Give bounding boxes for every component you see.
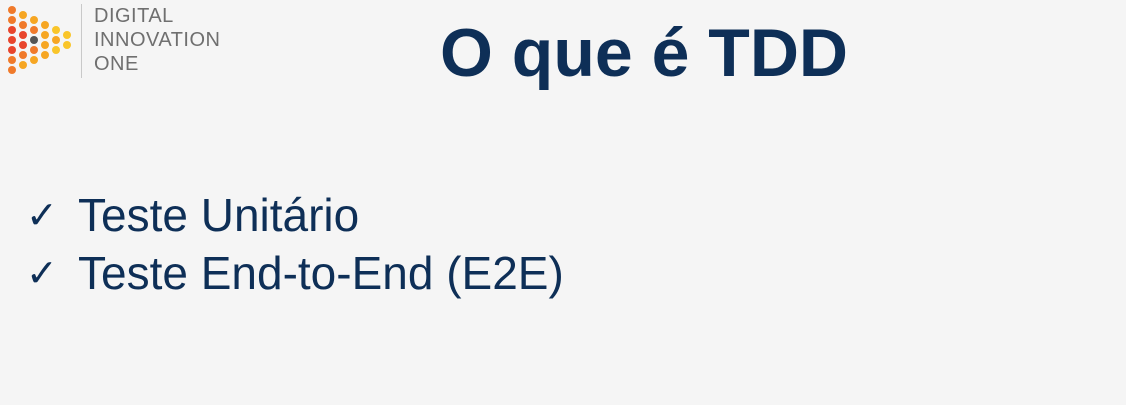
logo-dot [19, 61, 27, 69]
logo-dot [41, 41, 49, 49]
logo-dot [8, 26, 16, 34]
logo-dot [8, 56, 16, 64]
bullet-list [26, 186, 564, 302]
bullet-item [26, 186, 564, 244]
logo-dot [19, 51, 27, 59]
brand-logo [4, 2, 264, 82]
logo-dot [41, 31, 49, 39]
logo-dot [30, 16, 38, 24]
logo-line-1: DIGITAL [94, 5, 174, 27]
logo-dot [52, 46, 60, 54]
logo-dot [19, 11, 27, 19]
logo-dot [63, 41, 71, 49]
logo-dot [52, 36, 60, 44]
logo-dot [41, 21, 49, 29]
logo-dot [8, 6, 16, 14]
logo-dot [19, 21, 27, 29]
bullet-item [26, 244, 564, 302]
slide-title: O que é TDD [440, 15, 849, 91]
check-icon: ✓ [26, 251, 58, 295]
logo-line-3: ONE [94, 53, 139, 75]
logo-dot [8, 16, 16, 24]
logo-wordmark [94, 4, 220, 76]
logo-dot [19, 31, 27, 39]
logo-dot [8, 46, 16, 54]
logo-dot [41, 51, 49, 59]
logo-line-2: INNOVATION [94, 29, 221, 51]
logo-dot [52, 26, 60, 34]
bullet-text: Teste Unitário [78, 189, 360, 241]
logo-divider [81, 4, 82, 78]
dots-logo-icon [4, 2, 76, 78]
logo-dot [8, 66, 16, 74]
logo-dot [30, 46, 38, 54]
check-icon: ✓ [26, 193, 58, 237]
logo-dot [63, 31, 71, 39]
logo-dot [30, 26, 38, 34]
logo-dot [30, 36, 38, 44]
logo-dot [8, 36, 16, 44]
logo-dot [30, 56, 38, 64]
logo-dot [19, 41, 27, 49]
bullet-text: Teste End-to-End (E2E) [78, 247, 564, 299]
